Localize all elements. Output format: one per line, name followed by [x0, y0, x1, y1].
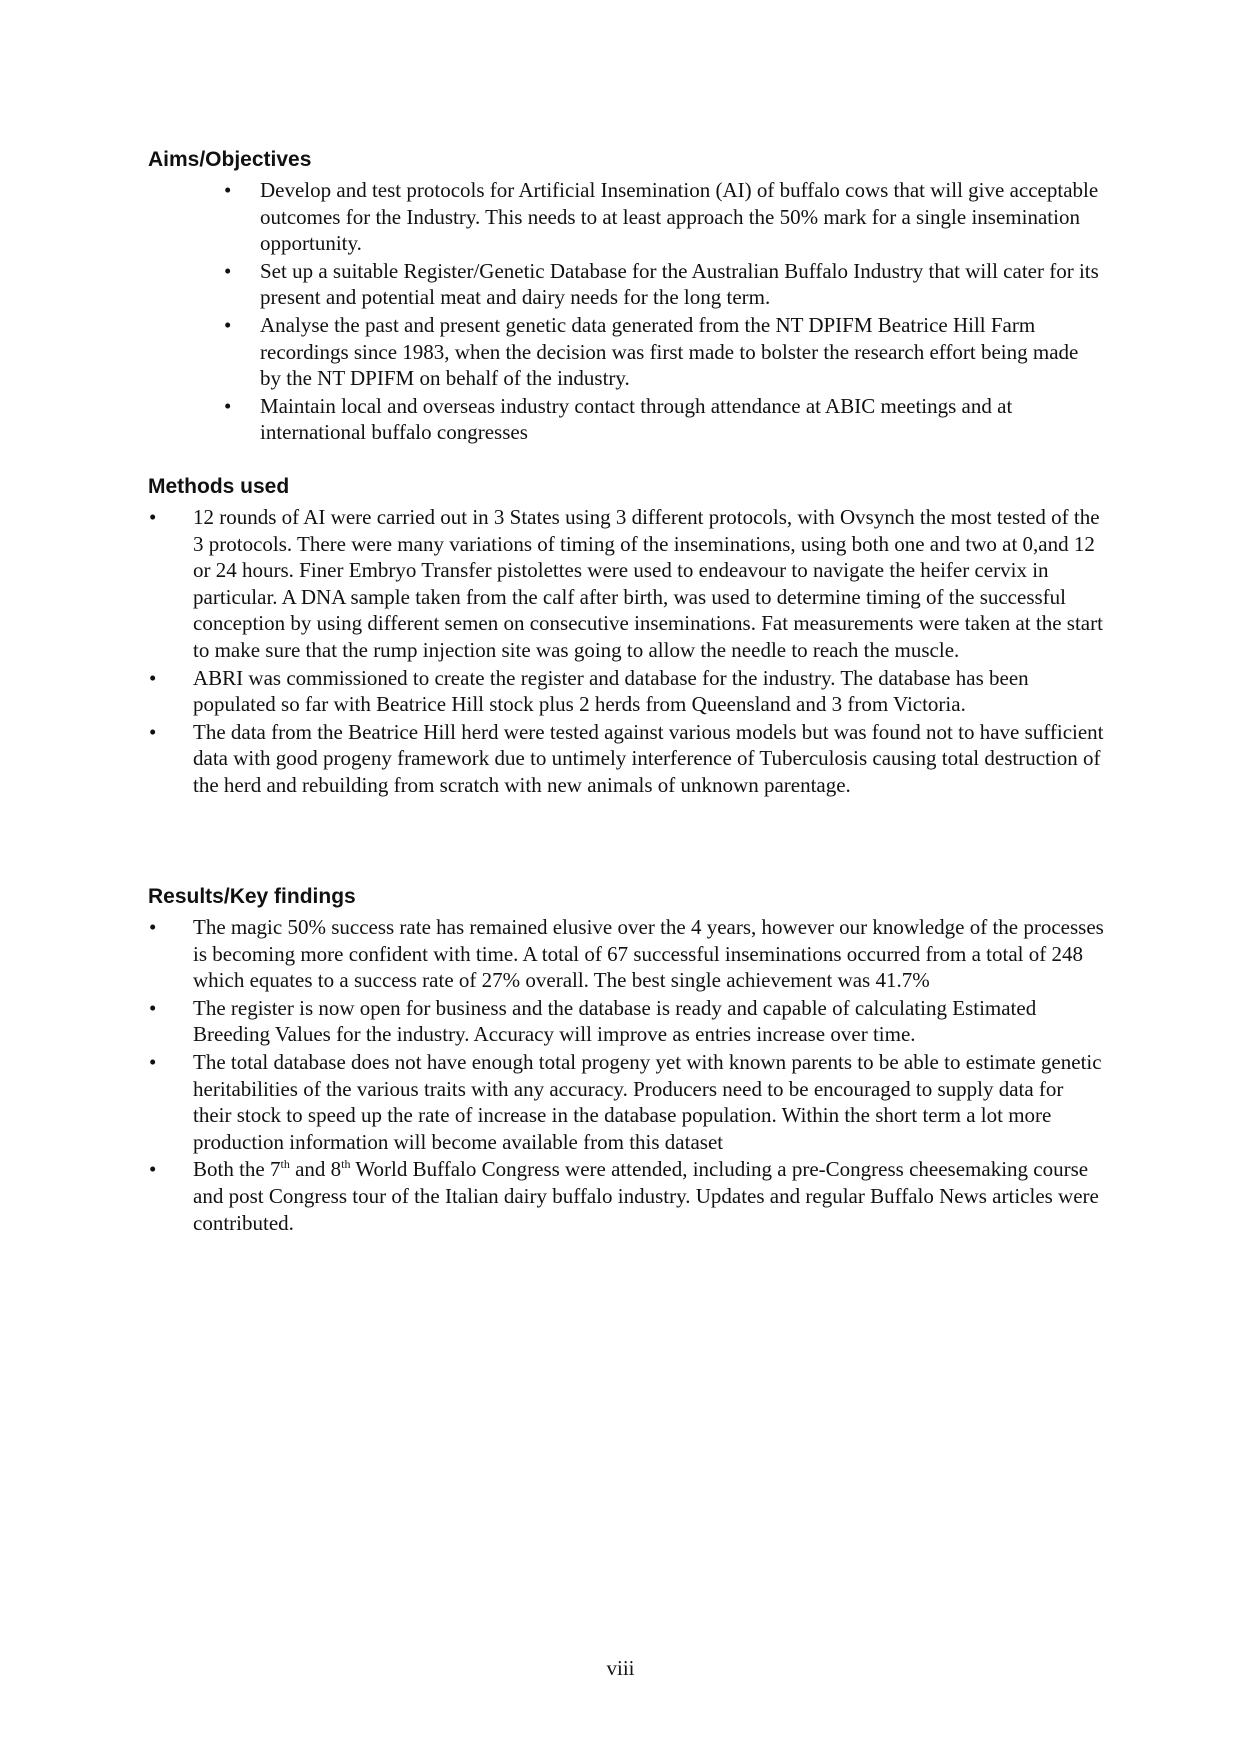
bullet-icon: • [149, 505, 157, 529]
list-item-text: Analyse the past and present genetic data generated from the NT DPIFM Beatrice Hill Farm recordings since 1983, when the decision was first made to bolster the research effort being made by the NT DPIFM on behalf of the industry. [260, 312, 1079, 391]
bullet-icon: • [149, 995, 157, 1020]
bullet-icon: • [149, 1157, 157, 1182]
list-item [224, 177, 1100, 257]
bullet-icon: • [224, 312, 232, 337]
results-list [149, 914, 1105, 1237]
results-heading: Results/Key findings [148, 885, 356, 908]
list-item-text: The register is now open for business and the database is ready and capable of calculating Estimated Breeding Values for the industry. Accuracy will improve as entries increase over time. [193, 995, 1037, 1047]
text-fragment: and 8 [289, 1157, 342, 1182]
list-item-text: The magic 50% success rate has remained elusive over the 4 years, however our knowledge of the processes is becoming more confident with time. A total of 67 successful inseminations occurred from a total of 248 which equates to a success rate of 27% overall. The best single achievement was 41.7% [193, 915, 1104, 993]
list-item-text: The data from the Beatrice Hill herd were tested against various models but was found not to have sufficient data with good progeny framework due to untimely interference of Tuberculosis causing total destruction of the herd and rebuilding from scratch with new animals of unknown parentage. [193, 719, 1104, 797]
bullet-icon: • [149, 915, 157, 939]
superscript: th [280, 1157, 290, 1172]
list-item [149, 1049, 1105, 1155]
list-item-text: The total database does not have enough total progeny yet with known parents to be able to estimate genetic heritabilities of the various traits with any accuracy. Producers need to be encouraged to supply data for their stock to speed up the rate of increase in the database population. Within the short term a lot more production information will become available from this dataset [193, 1049, 1102, 1154]
list-item [149, 504, 1105, 664]
bullet-icon: • [224, 178, 232, 202]
list-item [224, 312, 1100, 392]
list-item [149, 914, 1105, 994]
list-item [224, 393, 1100, 446]
list-item-text: 12 rounds of AI were carried out in 3 States using 3 different protocols, with Ovsynch the most tested of the 3 protocols. There were many variations of timing of the inseminations, using both one and two at 0,and 12 or 24 hours. Finer Embryo Transfer pistolettes were used to endeavour to navigate the heifer cervix in particular. A DNA sample taken from the calf after birth, was used to determine timing of the successful conception by using different semen on consecutive inseminations. Fat measurements were taken at the start to make sure that the rump injection site was going to allow the needle to reach the muscle. [193, 505, 1103, 662]
list-item-text [193, 1157, 1099, 1234]
superscript: th [341, 1157, 351, 1172]
text-fragment: World Buffalo Congress were attended, including a pre-Congress cheesemaking course and post Congress tour of the Italian dairy buffalo industry. Updates and regular Buffalo News articles were contributed. [193, 1157, 1099, 1235]
bullet-icon: • [149, 665, 157, 690]
bullet-icon: • [224, 393, 232, 418]
list-item-text: Develop and test protocols for Artificial Insemination (AI) of buffalo cows that will give acceptable outcomes for the Industry. This needs to at least approach the 50% mark for a single insemination opportunity. [260, 178, 1099, 256]
aims-heading: Aims/Objectives [148, 148, 312, 171]
list-item-text: Maintain local and overseas industry contact through attendance at ABIC meetings and at international buffalo congresses [260, 393, 1013, 445]
list-item-text: Set up a suitable Register/Genetic Database for the Australian Buffalo Industry that will cater for its present and potential meat and dairy needs for the long term. [260, 258, 1099, 310]
list-item-text: ABRI was commissioned to create the register and database for the industry. The database has been populated so far with Beatrice Hill stock plus 2 herds from Queensland and 3 from Victoria. [193, 665, 1029, 717]
list-item [149, 665, 1105, 718]
text-fragment: Both the 7 [193, 1157, 281, 1182]
methods-heading: Methods used [148, 475, 290, 498]
aims-list [224, 177, 1100, 447]
methods-list [149, 504, 1105, 800]
list-item [224, 258, 1100, 311]
list-item [149, 995, 1105, 1048]
bullet-icon: • [224, 258, 232, 283]
page-number: viii [606, 1656, 635, 1680]
list-item [149, 1156, 1105, 1236]
bullet-icon: • [149, 1049, 157, 1074]
bullet-icon: • [149, 719, 157, 744]
list-item [149, 719, 1105, 799]
